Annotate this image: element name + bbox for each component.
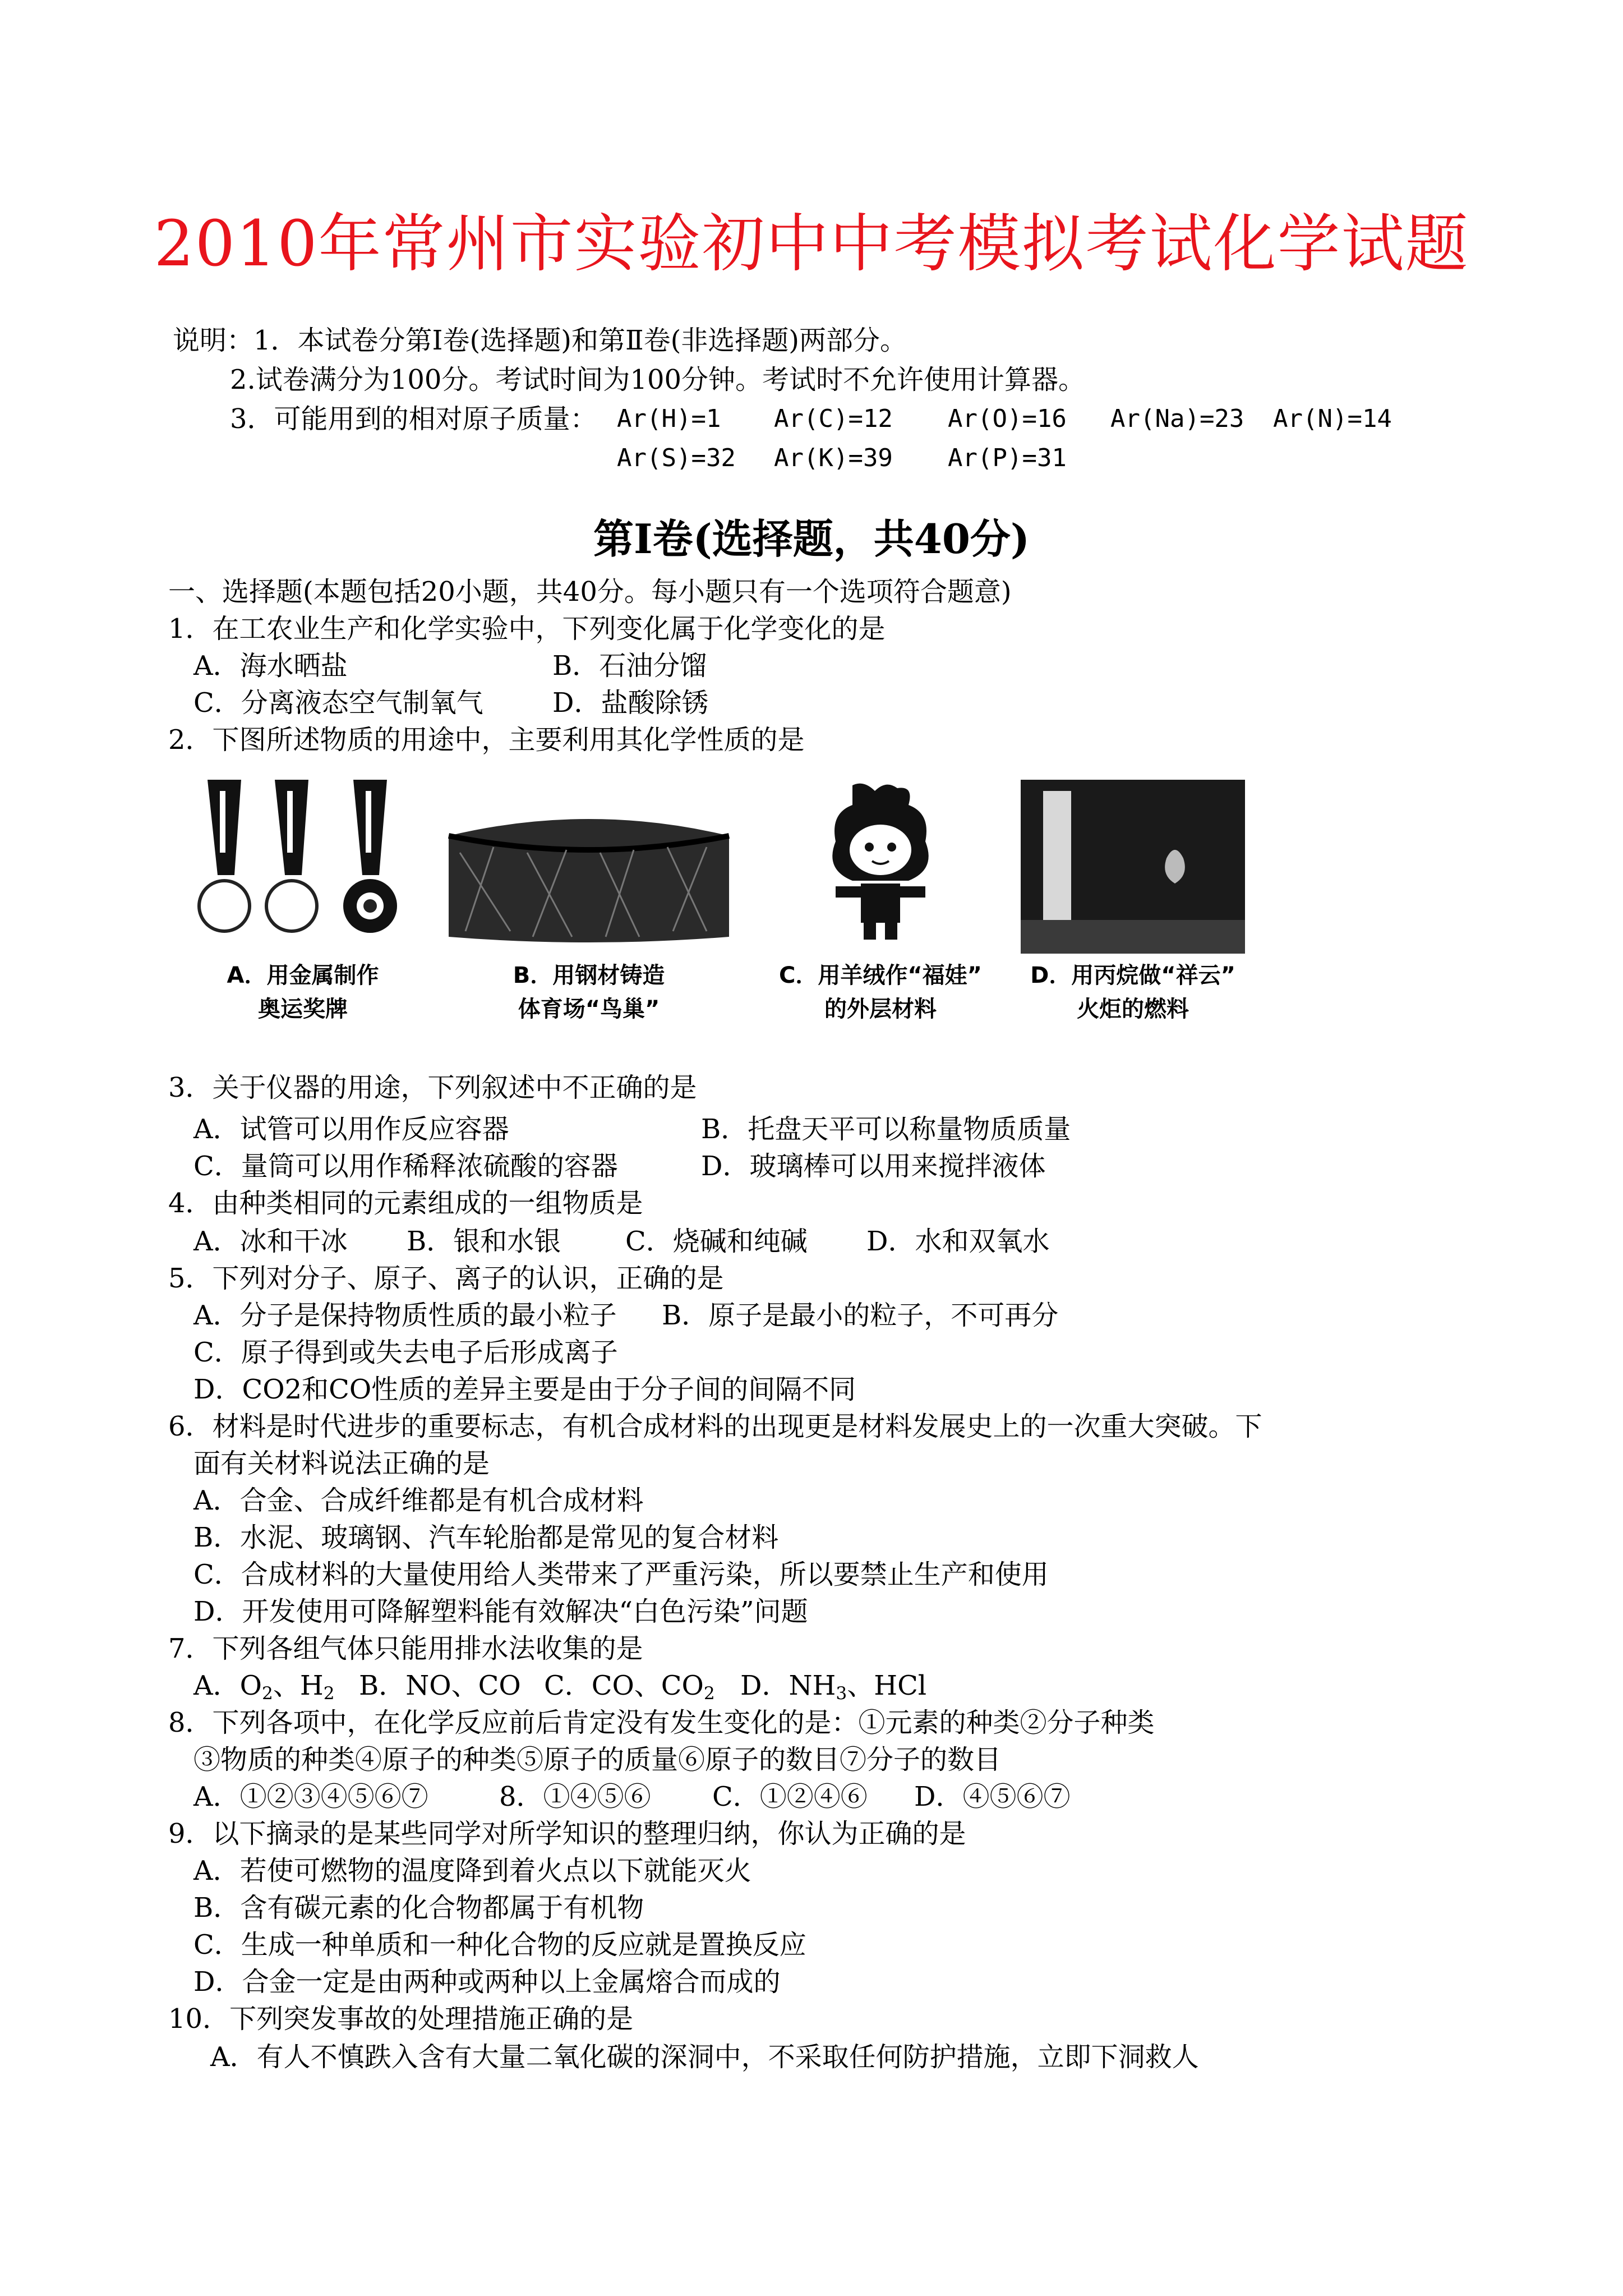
q8-stem-1: 8．下列各项中，在化学反应前后肯定没有发生变化的是：①元素的种类②分子种类	[168, 1707, 1155, 1738]
mass-n: Ar(N)=14	[1273, 404, 1392, 433]
figure-d-caption-1: D．用丙烷做“祥云”	[1030, 963, 1235, 988]
q5-option-a: A．分子是保持物质性质的最小粒子	[193, 1300, 617, 1331]
q5-stem: 5．下列对分子、原子、离子的认识，正确的是	[168, 1263, 724, 1294]
q1-option-b: B．石油分馏	[552, 650, 707, 682]
q4-option-b: B．银和水银	[407, 1226, 561, 1257]
q9-stem: 9．以下摘录的是某些同学对所学知识的整理归纳，你认为正确的是	[168, 1818, 966, 1849]
torch-image	[1021, 780, 1245, 959]
figure-b-caption-1: B．用钢材铸造	[513, 963, 665, 988]
q1-option-c: C．分离液态空气制氧气	[193, 687, 483, 719]
q3-option-b: B．托盘天平可以称量物质质量	[701, 1114, 1071, 1145]
page-title: 2010年常州市实验初中中考模拟考试化学试题	[154, 208, 1469, 280]
q6-option-c: C．合成材料的大量使用给人类带来了严重污染，所以要禁止生产和使用	[193, 1559, 1049, 1590]
mass-k: Ar(K)=39	[774, 444, 893, 472]
q3-option-d: D．玻璃棒可以用来搅拌液体	[701, 1151, 1046, 1182]
stadium-image	[443, 780, 735, 948]
mass-c: Ar(C)=12	[774, 404, 893, 433]
q9-option-d: D．合金一定是由两种或两种以上金属熔合而成的	[193, 1966, 781, 1998]
q8-option-b: 8．①④⑤⑥	[499, 1781, 651, 1812]
section-title: 第Ⅰ卷(选择题，共40分)	[593, 515, 1030, 563]
q7-option-b: B．NO、CO	[359, 1670, 521, 1701]
figure-b-stadium	[443, 780, 735, 1022]
q2-stem: 2．下图所述物质的用途中，主要利用其化学性质的是	[168, 724, 805, 756]
figure-c-caption-1: C．用羊绒作“福娃”	[779, 963, 982, 988]
q6-stem-1: 6．材料是时代进步的重要标志，有机合成材料的出现更是材料发展史上的一次重大突破。下	[168, 1411, 1262, 1442]
q1-stem: 1．在工农业生产和化学实验中，下列变化属于化学变化的是	[168, 613, 886, 645]
q1-option-a: A．海水晒盐	[193, 650, 348, 682]
q6-stem-2: 面有关材料说法正确的是	[193, 1448, 490, 1479]
mass-s: Ar(S)=32	[617, 444, 736, 472]
figure-a-caption-1: A．用金属制作	[227, 963, 379, 988]
q8-option-a: A．①②③④⑤⑥⑦	[193, 1781, 428, 1812]
q6-option-b: B．水泥、玻璃钢、汽车轮胎都是常见的复合材料	[193, 1522, 779, 1553]
figure-d-caption-2: 火炬的燃料	[1077, 996, 1189, 1022]
mass-h: Ar(H)=1	[617, 404, 721, 433]
figure-b-caption-2: 体育场“鸟巢”	[518, 996, 660, 1022]
q1-option-d: D．盐酸除锈	[552, 687, 709, 719]
q3-stem: 3．关于仪器的用途，下列叙述中不正确的是	[168, 1072, 697, 1103]
part-intro: 一、选择题(本题包括20小题，共40分。每小题只有一个选项符合题意)	[168, 576, 1012, 608]
q10-stem: 10．下列突发事故的处理措施正确的是	[168, 2003, 634, 2035]
figure-d-torch	[1021, 780, 1245, 1022]
q6-option-d: D．开发使用可降解塑料能有效解决“白色污染”问题	[193, 1596, 808, 1627]
q6-option-a: A．合金、合成纤维都是有机合成材料	[193, 1485, 644, 1516]
mass-p: Ar(P)=31	[948, 444, 1067, 472]
q10-option-a: A．有人不慎跌入含有大量二氧化碳的深洞中，不采取任何防护措施，立即下洞救人	[210, 2041, 1199, 2073]
q4-option-a: A．冰和干冰	[193, 1226, 348, 1257]
figure-c-fuwa	[768, 780, 993, 1022]
q5-option-c: C．原子得到或失去电子后形成离子	[193, 1337, 618, 1368]
note-3-label: 3．可能用到的相对原子质量：	[230, 403, 597, 435]
q7-option-a: A．$O_2$、$H_2$	[193, 1670, 335, 1704]
mass-na: Ar(Na)=23	[1110, 404, 1244, 433]
q9-option-a: A．若使可燃物的温度降到着火点以下就能灭火	[193, 1855, 751, 1887]
figure-a-caption-2: 奥运奖牌	[258, 996, 348, 1022]
q8-stem-2: ③物质的种类④原子的种类⑤原子的质量⑥原子的数目⑦分子的数目	[193, 1744, 1002, 1775]
q3-option-a: A．试管可以用作反应容器	[193, 1114, 509, 1145]
q5-option-d: D．CO2和CO性质的差异主要是由于分子间的间隔不同	[193, 1374, 856, 1405]
q7-option-d: D．$NH_3$、HCl	[740, 1670, 927, 1704]
note-1: 说明：1．本试卷分第Ⅰ卷(选择题)和第Ⅱ卷(非选择题)两部分。	[173, 325, 907, 356]
q5-option-b: B．原子是最小的粒子，不可再分	[662, 1300, 1059, 1331]
q7-stem: 7．下列各组气体只能用排水法收集的是	[168, 1633, 643, 1664]
q9-option-b: B．含有碳元素的化合物都属于有机物	[193, 1892, 644, 1924]
q3-option-c: C．量筒可以用作稀释浓硫酸的容器	[193, 1151, 618, 1182]
figure-a-medals	[185, 780, 421, 1022]
q4-option-c: C．烧碱和纯碱	[625, 1226, 808, 1257]
q8-option-c: C．①②④⑥	[712, 1781, 868, 1812]
figure-c-caption-2: 的外层材料	[824, 996, 937, 1022]
mass-o: Ar(O)=16	[948, 404, 1067, 433]
note-2: 2.试卷满分为100分。考试时间为100分钟。考试时不允许使用计算器。	[230, 364, 1086, 395]
medals-image	[185, 780, 421, 948]
q8-option-d: D．④⑤⑥⑦	[914, 1781, 1071, 1812]
fuwa-image	[768, 780, 993, 948]
q9-option-c: C．生成一种单质和一种化合物的反应就是置换反应	[193, 1929, 806, 1961]
q4-option-d: D．水和双氧水	[866, 1226, 1050, 1257]
q4-stem: 4．由种类相同的元素组成的一组物质是	[168, 1188, 643, 1219]
q7-option-c: C．CO、$CO_2$	[544, 1670, 715, 1704]
q2-figures	[185, 780, 1251, 1043]
